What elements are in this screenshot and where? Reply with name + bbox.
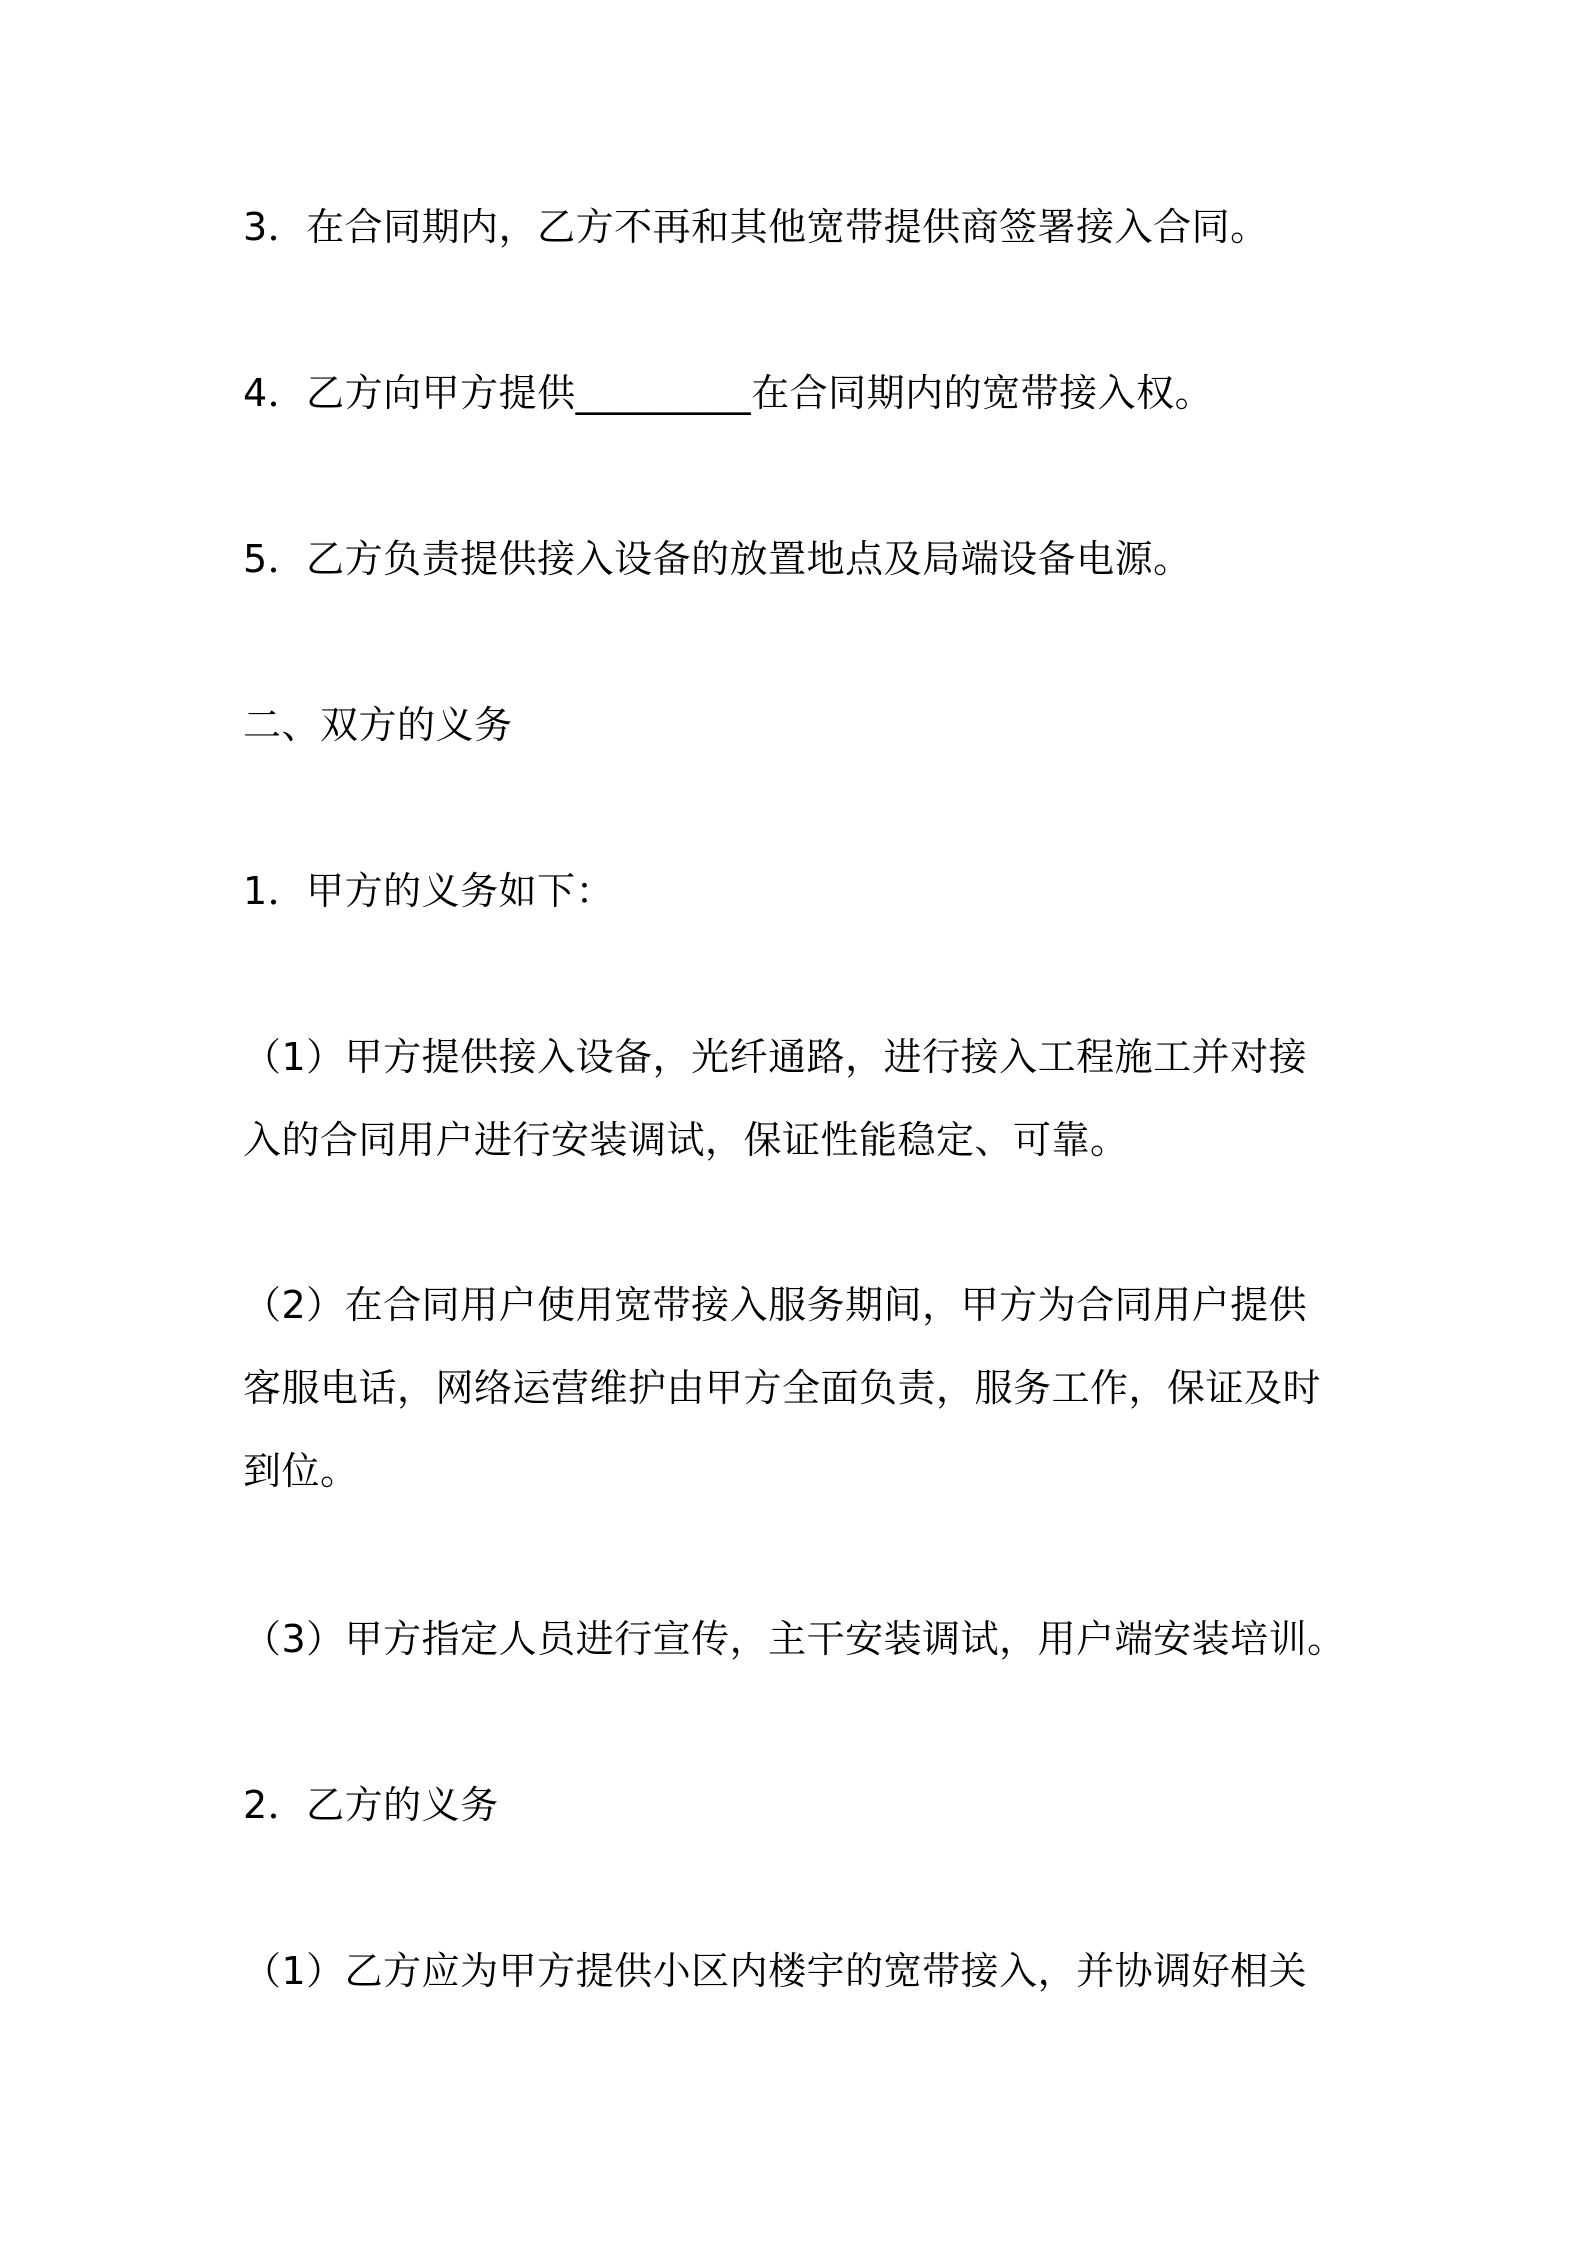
text-line: 客服电话，网络运营维护由甲方全面负责，服务工作，保证及时 — [243, 1366, 1322, 1410]
clause-3 — [243, 186, 1373, 269]
section-heading-obligations — [243, 684, 1373, 767]
party-a-item-3 — [243, 1598, 1373, 1681]
party-a-item-2 — [243, 1264, 1373, 1513]
text-line: （2）在合同用户使用宽带接入服务期间，甲方为合同用户提供 — [243, 1283, 1308, 1327]
party-a-obligations-heading — [243, 850, 1373, 933]
clause-5 — [243, 518, 1373, 601]
party-b-item-1 — [243, 1930, 1373, 2013]
text-line: （1）乙方应为甲方提供小区内楼宇的宽带接入，并协调好相关 — [243, 1949, 1308, 1993]
text-line: 5．乙方负责提供接入设备的放置地点及局端设备电源。 — [243, 537, 1192, 581]
party-a-item-1 — [243, 1016, 1373, 1182]
party-b-obligations-heading — [243, 1764, 1373, 1847]
text-line: 4．乙方向甲方提供_________在合同期内的宽带接入权。 — [243, 371, 1214, 415]
text-line: 3．在合同期内，乙方不再和其他宽带提供商签署接入合同。 — [243, 205, 1269, 249]
text-line: 入的合同用户进行安装调试，保证性能稳定、可靠。 — [243, 1118, 1129, 1162]
clause-4 — [243, 352, 1373, 435]
text-line: 二、双方的义务 — [243, 703, 513, 747]
text-line: 2．乙方的义务 — [243, 1783, 499, 1827]
text-line: （1）甲方提供接入设备，光纤通路，进行接入工程施工并对接 — [243, 1035, 1308, 1079]
text-line: （3）甲方指定人员进行宣传，主干安装调试，用户端安装培训。 — [243, 1617, 1346, 1661]
text-line: 到位。 — [243, 1449, 359, 1493]
text-line: 1．甲方的义务如下： — [243, 869, 615, 913]
